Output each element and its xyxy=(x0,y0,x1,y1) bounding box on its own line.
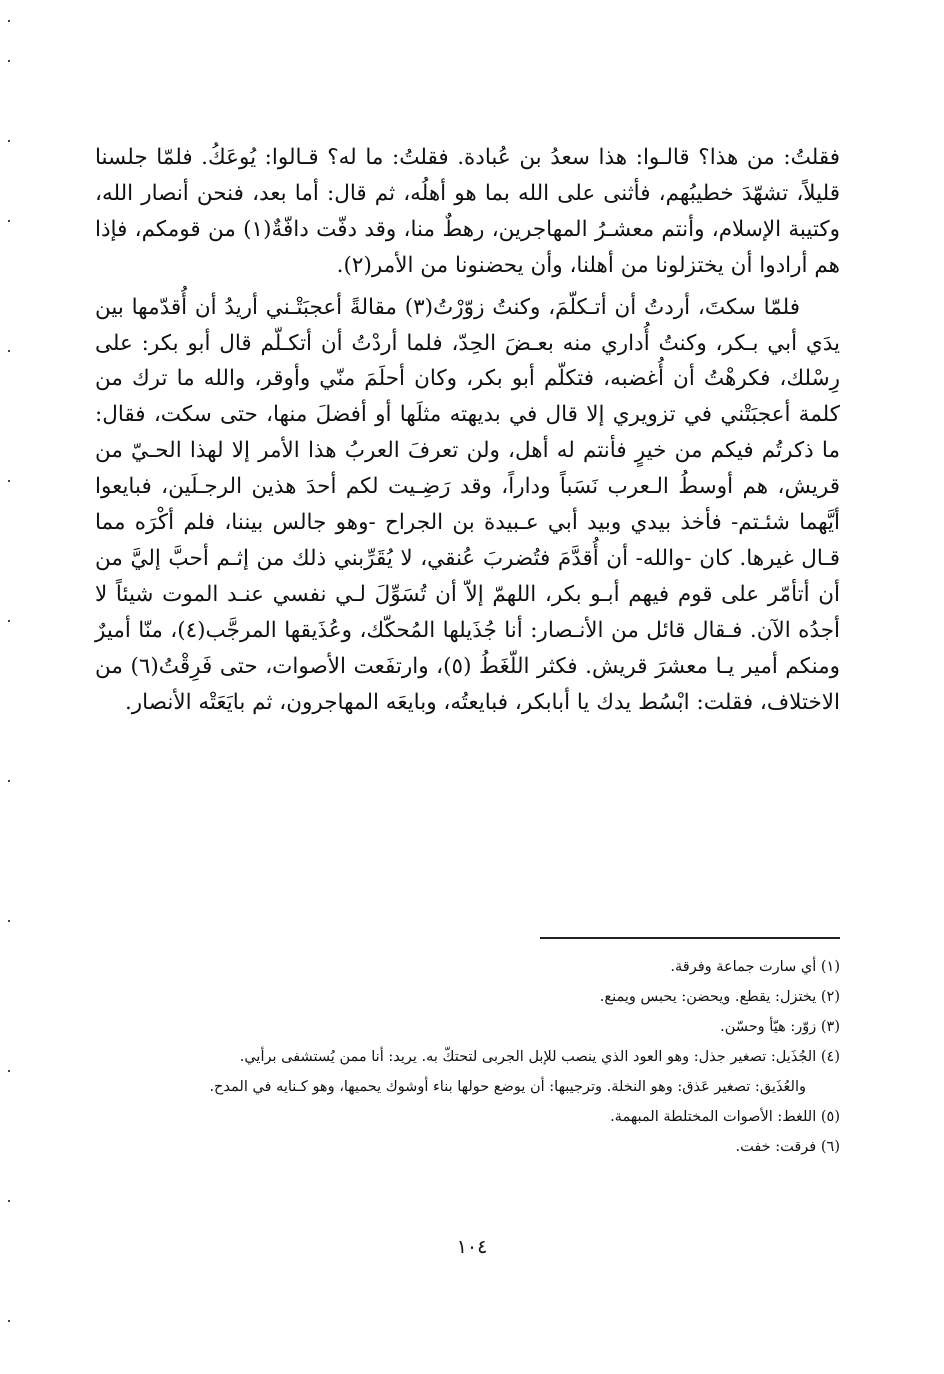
scan-margin-dots xyxy=(6,20,20,1350)
page-number: ١٠٤ xyxy=(456,1236,488,1258)
footnote-number: (٦) xyxy=(820,1139,840,1155)
footnote-text: الجُذَيل: تصغير جذل: وهو العود الذي ينصب للإبل الجربى لتحتكّ به. يريد: أنا ممن يُستشفى برأيي. xyxy=(239,1049,817,1065)
footnote-6 xyxy=(95,1132,840,1162)
footnote-number: (٢) xyxy=(820,989,840,1005)
footnote-number: (٤) xyxy=(820,1049,840,1065)
paragraph-2: فلمّا سكتَ، أردتُ أن أتـكلّمَ، وكنتُ زوّرْتُ(٣) مقالةً أعجبَتْـني أريدُ أن أُقدّمها بين يدَي أبي بـكر، وكنتُ أُداري منه بعـضَ الحِدّ، فلما أردْتُ أن أتكـلّم قال أبو بكر: على رِسْلك، فكرهْتُ أن أُغضبه، فتكلّم أبو بكر، وكان أحلَمَ منّي وأوقر، والله ما ترك من كلمة أعجبَتْني في تزويري إلا قال في بديهته مثلَها أو أفضلَ منها، حتى سكت، فقال: ما ذكرتُم فيكم من خيرٍ فأنتم له أهل، ولن تعرفَ العربُ هذا الأمر إلا لهذا الحـيّ من قريش، هم أوسطُ الـعرب نَسَباً وداراً، وقد رَضِـيت لكم أحدَ هذين الرجـلَين، فبايعوا أيَّهما شئـتم- فأخذ بيدي وبيد أبي عـبيدة بن الجراح -وهو جالس بيننا، فلم أكْرَه مما قـال غيرها. كان -والله- أن أُقدَّمَ فتُضربَ عُنقي، لا يُقَرِّبني ذلك من إثـم أحبَّ إليَّ من أن أتأمّر على قوم فيهم أبـو بكر، اللهمّ إلاّ أن تُسَوِّلَ لـي نفسي عنـد الموت شيئاً لا أجدُه الآن. فـقال قائل من الأنـصار: أنا جُذَيلها المُحكّك، وعُذَيقها المرجَّب(٤)، منّا أميرٌ ومنكم أمير يـا معشرَ قريش. فكثر اللّغَطُ (٥)، وارتفَعت الأصوات، حتى فَرِقْتُ(٦) من الاختلاف، فقلت: ابْسُط يدك يا أبابكر، فبايعتُه، وبايعَه المهاجرون، ثم بايَعَتْه الأنصار. xyxy=(95,294,840,715)
footnote-separator xyxy=(540,937,840,939)
footnote-1 xyxy=(95,952,840,982)
footnote-3 xyxy=(95,1012,840,1042)
footnote-text: يختزل: يقطع. ويحضن: يحبس ويمنع. xyxy=(599,989,817,1005)
footnote-text: زوّر: هيّأ وحسّن. xyxy=(720,1019,817,1035)
footnote-text: اللغط: الأصوات المختلطة المبهمة. xyxy=(610,1109,817,1125)
footnote-4 xyxy=(95,1042,840,1102)
footnote-continuation: والعُذَيق: تصغير عَذق: وهو النخلة. وترجيبها: أن يوضع حولها بناء أوشوك يحميها، وهو كـنايه في المدح. xyxy=(209,1079,806,1095)
footnote-number: (١) xyxy=(820,959,840,975)
footnote-number: (٣) xyxy=(820,1019,840,1035)
main-text xyxy=(95,140,840,721)
footnotes xyxy=(95,952,840,1162)
footnote-text: أي سارت جماعة وفرقة. xyxy=(670,959,817,975)
footnote-5 xyxy=(95,1102,840,1132)
footnote-text: فرقت: خفت. xyxy=(735,1139,817,1155)
paragraph-1: فقلتُ: من هذا؟ قالـوا: هذا سعدُ بن عُبادة. فقلتُ: ما له؟ قـالوا: يُوعَكُ. فلمّا جلسنا قليلاً، تشهّدَ خطيبُهم، فأثنى على الله بما هو أهلُه، ثم قال: أما بعد، فنحن أنصار الله، وكتيبة الإسلام، وأنتم معشـرُ المهاجرين، رهطٌ منا، وقد دفّت دافّةٌ(١) من قومكم، فإذا هم أرادوا أن يختزلونا من أهلنا، وأن يحضنونا من الأمر(٢). xyxy=(95,145,840,278)
footnote-number: (٥) xyxy=(820,1109,840,1125)
footnote-2 xyxy=(95,982,840,1012)
